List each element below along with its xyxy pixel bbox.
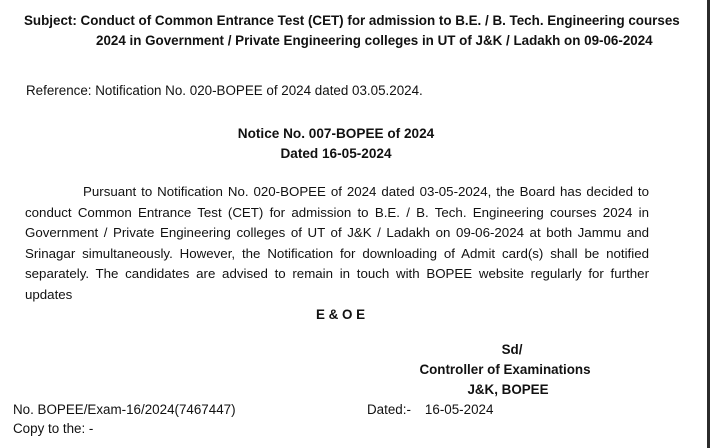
reference-line: Reference: Notification No. 020-BOPEE of 2024 dated 03.05.2024. [26, 83, 423, 98]
notice-heading [0, 124, 672, 164]
copy-to-label: Copy to the: - [13, 421, 94, 436]
notice-date: Dated 16-05-2024 [280, 146, 392, 161]
dated-value: 16-05-2024 [424, 402, 494, 417]
notice-body: Pursuant to Notification No. 020-BOPEE of 2024 dated 03-05-2024, the Board has decided to conduct Common Entrance Test (CET) for admission to B.E. / B. Tech. Engineering courses 2024 in Government / Private Engineering colleges of UT of J&K / Ladakh on 09-06-2024 at both Jammu and Srinagar simultaneously. However, the Notification for downloading of Admit card(s) shall be notified separately. The candidates are advised to remain in touch with BOPEE website regularly for further updates [25, 184, 649, 302]
subject-heading [24, 11, 680, 51]
dated-label: Dated:- [367, 402, 411, 417]
signature-organization: J&K, BOPEE [467, 382, 549, 397]
notice-number: Notice No. 007-BOPEE of 2024 [237, 126, 435, 141]
signature-designation: Controller of Examinations [419, 362, 591, 377]
errors-omissions-excepted: E & O E [316, 307, 366, 322]
reference-number: No. BOPEE/Exam-16/2024(7467447) [13, 402, 236, 417]
footer-dated [367, 402, 493, 417]
signature-sd: Sd/ [501, 342, 523, 357]
signature-block [410, 340, 600, 400]
subject-line-1: Subject: Conduct of Common Entrance Test (CET) for admission to B.E. / B. Tech. Engineering courses [24, 13, 680, 28]
subject-line-2: 2024 in Government / Private Engineering colleges in UT of J&K / Ladakh on 09-06-2024 [96, 33, 653, 48]
